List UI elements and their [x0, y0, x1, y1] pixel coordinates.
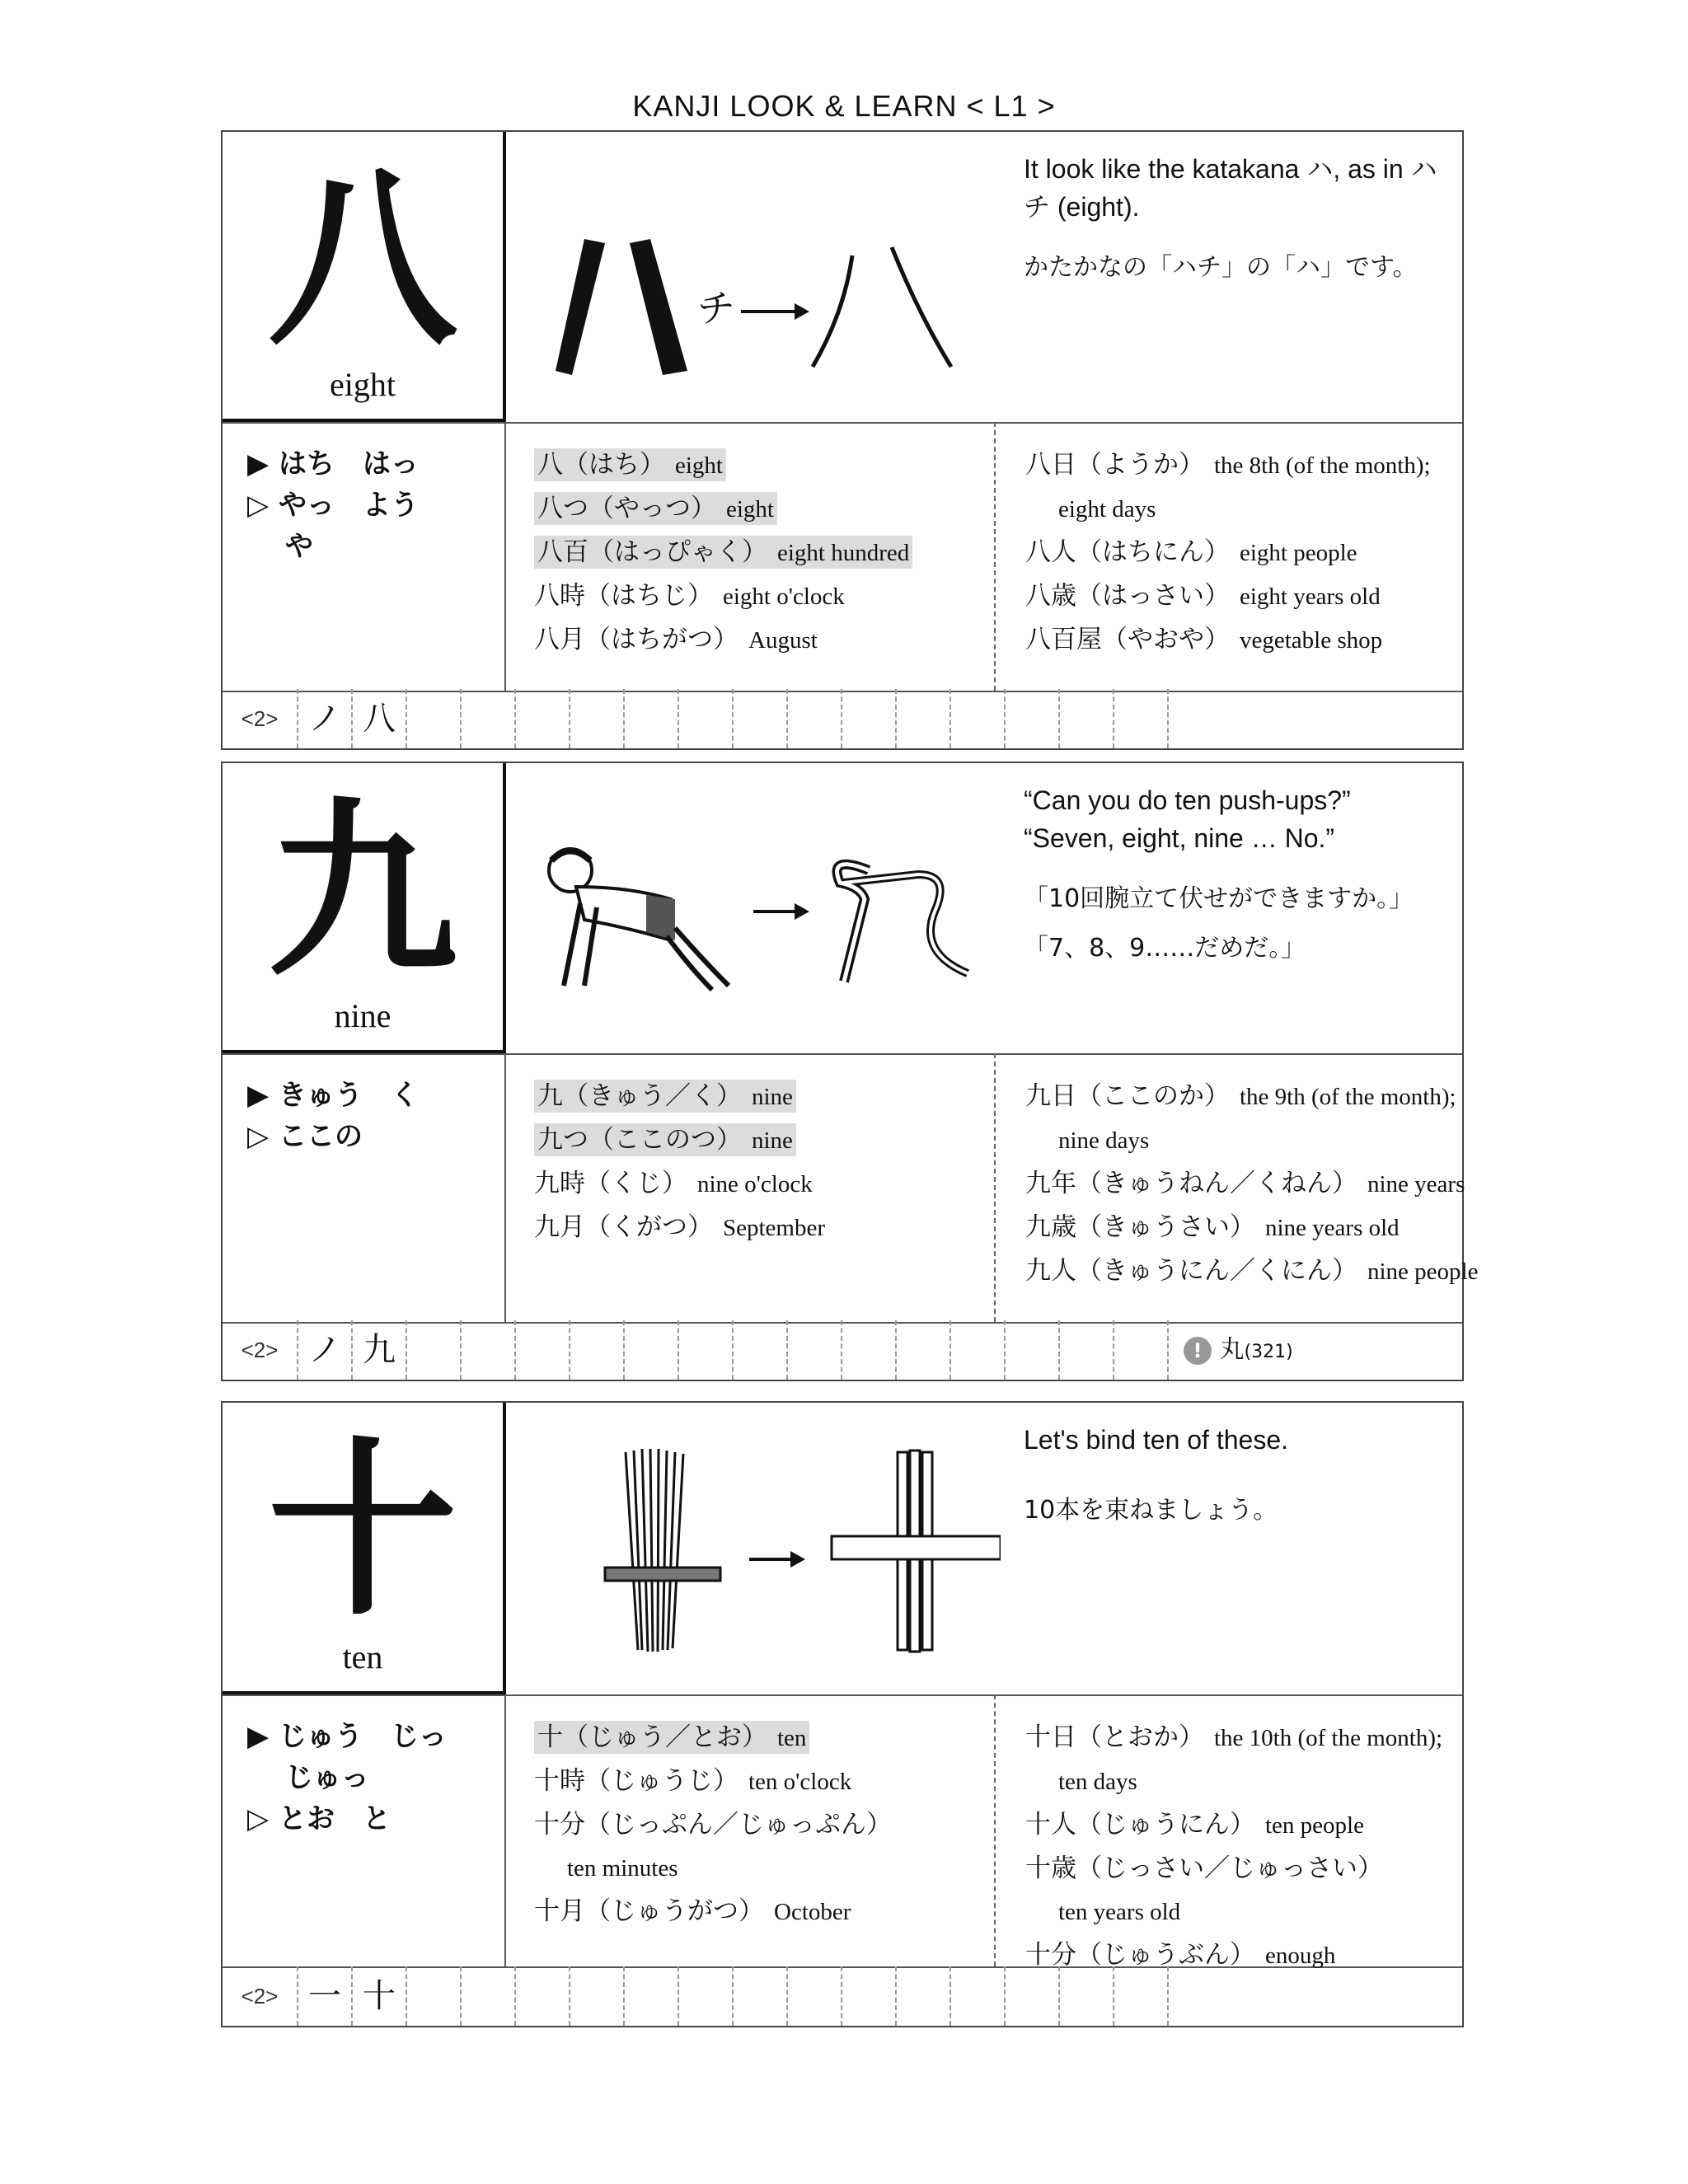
- vocab-word: 九時（くじ）: [534, 1169, 687, 1198]
- vocab-entry: [534, 1766, 851, 1796]
- vocab-item: [1025, 1847, 1462, 1890]
- stroke-cell-empty: [788, 689, 842, 748]
- stroke-step: 十: [353, 1966, 407, 2026]
- readings-column: [223, 1694, 506, 1966]
- vocab-entry: [1058, 1766, 1137, 1796]
- vocab-item: [534, 531, 994, 574]
- vocab-word: 十人（じゅうにん）: [1025, 1810, 1255, 1840]
- vocab-entry: [1058, 494, 1156, 523]
- stroke-step: 一: [298, 1966, 353, 2026]
- vocab-item: [1025, 487, 1462, 531]
- stroke-step: ノ: [298, 689, 353, 748]
- reading-line: や: [247, 530, 313, 563]
- vocab-word: 九月（くがつ）: [534, 1212, 713, 1242]
- vocab-item: [534, 1075, 994, 1118]
- explanation-english: It look like the katakana ハ, as in ハチ (eight).: [1024, 154, 1437, 222]
- vocab-word: 十（じゅう／とお）: [537, 1722, 767, 1752]
- mnemonic-explanation: [1024, 1421, 1446, 1530]
- explanation-english: Let's bind ten of these.: [1024, 1425, 1288, 1455]
- vocab-item: [1025, 1162, 1465, 1206]
- vocab-item: [534, 1803, 994, 1846]
- vocab-right-column: [997, 422, 1462, 691]
- page-title: KANJI LOOK & LEARN < L1 >: [632, 89, 1056, 123]
- stroke-cell-empty: [951, 1320, 1006, 1380]
- stroke-cell-empty: [951, 1966, 1006, 2026]
- vocab-meaning: vegetable shop: [1240, 627, 1383, 654]
- vocab-meaning: nine: [752, 1084, 793, 1110]
- vocab-item: [534, 1846, 994, 1890]
- vocab-word: 十月（じゅうがつ）: [534, 1896, 764, 1926]
- vocab-word: 八つ（やっつ）: [537, 494, 716, 523]
- vocab-word: 八百屋（やおや）: [1025, 625, 1230, 654]
- reading-line: ▷ とお と: [247, 1802, 391, 1835]
- vocab-item: [534, 574, 994, 618]
- readings-column: [223, 422, 506, 691]
- vocab-word: 八時（はちじ）: [534, 581, 713, 611]
- vocab-meaning: eight people: [1240, 540, 1357, 566]
- stroke-cell-empty: [1060, 1320, 1114, 1380]
- vocab-item: [1025, 1249, 1479, 1293]
- stroke-cell-empty: [1006, 1966, 1060, 2026]
- vocab-meaning: ten: [777, 1725, 807, 1751]
- stroke-cell-empty: [679, 689, 734, 748]
- vocab-entry: [1025, 1212, 1400, 1242]
- reading-line: ▷ ここの: [247, 1120, 363, 1153]
- vocab-entry: [1025, 1169, 1465, 1198]
- vocab-word: 九年（きゅうねん／くねん）: [1025, 1169, 1357, 1198]
- vocab-entry: [1025, 1081, 1456, 1111]
- vocab-item: [1025, 1075, 1462, 1118]
- kanji-character: 九: [267, 780, 457, 1002]
- stroke-cell-empty: [570, 1966, 625, 2026]
- vocab-meaning: nine years: [1367, 1171, 1465, 1197]
- vocab-item: [534, 443, 994, 487]
- readings-vocab-row: [223, 1694, 1462, 1968]
- stroke-cell-empty: [897, 1966, 951, 2026]
- vocab-entry: [1025, 625, 1382, 654]
- reading-line: ▶ じゅう じっ: [247, 1720, 447, 1753]
- kanji-box: [223, 763, 506, 1053]
- reading-line: ▷ やっ よう: [247, 489, 419, 522]
- vocab-meaning: nine years old: [1265, 1215, 1400, 1241]
- stroke-cell-empty: [516, 689, 570, 748]
- vocab-entry: [1025, 1810, 1364, 1840]
- stroke-cell-empty: [625, 689, 679, 748]
- vocab-item: [534, 1760, 994, 1803]
- vocab-entry: [567, 1853, 678, 1882]
- vocab-item: [534, 618, 994, 662]
- vocab-entry: [1058, 1896, 1180, 1926]
- stroke-cell-empty: [788, 1320, 842, 1380]
- stroke-cell-empty: [1114, 1320, 1169, 1380]
- kanji-box: [223, 132, 506, 422]
- stroke-cell-empty: [516, 1320, 570, 1380]
- vocab-left-column: [506, 422, 996, 691]
- vocab-entry: [534, 1080, 796, 1113]
- vocab-entry: [1025, 1854, 1383, 1883]
- kanji-entry-nine: [221, 762, 1479, 1381]
- stroke-cell-empty: [407, 1966, 462, 2026]
- reading-line: ▶ はち はっ: [247, 448, 419, 480]
- mnemonic-illustration: [506, 1403, 1001, 1693]
- stroke-cell-empty: [734, 1966, 788, 2026]
- exclamation-icon: !: [1184, 1337, 1212, 1365]
- vocab-word: 十日（とおか）: [1025, 1722, 1204, 1752]
- vocab-meaning: ten minutes: [567, 1855, 678, 1882]
- vocab-entry: [1025, 1940, 1335, 1970]
- stroke-order-row: [223, 1320, 1462, 1380]
- vocab-word: 十分（じゅうぶん）: [1025, 1940, 1255, 1970]
- stroke-cell-empty: [516, 1966, 570, 2026]
- vocab-entry: [534, 536, 912, 569]
- vocab-meaning: eight: [675, 452, 723, 479]
- vocab-meaning: eight days: [1058, 496, 1156, 523]
- vocab-entry: [534, 1896, 851, 1926]
- vocab-right-column: [997, 1053, 1479, 1322]
- reading-line: ▶ きゅう く: [247, 1079, 419, 1112]
- vocab-item: [534, 1890, 994, 1933]
- explanation-japanese: 10本を束ねましょう。: [1024, 1496, 1278, 1525]
- stroke-cell-empty: [625, 1320, 679, 1380]
- kanji-meaning: eight: [330, 366, 396, 403]
- mnemonic-explanation: [1024, 150, 1446, 287]
- vocab-meaning: nine o'clock: [697, 1171, 813, 1197]
- stroke-order-row: [223, 1966, 1462, 2026]
- stroke-cell-empty: [788, 1966, 842, 2026]
- vocab-word: 八（はち）: [537, 450, 665, 480]
- vocab-meaning: ten days: [1058, 1769, 1137, 1795]
- explanation-japanese: 「10回腕立て伏せができますか。」: [1024, 884, 1414, 913]
- vocab-item: [1025, 618, 1462, 662]
- vocab-entry: [534, 1212, 825, 1242]
- vocab-entry: [534, 492, 777, 525]
- readings-vocab-row: [223, 1053, 1479, 1324]
- vocab-word: 八人（はちにん）: [1025, 537, 1230, 567]
- stroke-cell-empty: [897, 1320, 951, 1380]
- mnemonic-illustration: [506, 763, 1001, 1052]
- vocab-entry: [534, 448, 726, 481]
- vocab-meaning: ten o'clock: [748, 1769, 852, 1795]
- reading-line: じゅっ: [247, 1761, 369, 1794]
- vocab-word: 九（きゅう／く）: [537, 1081, 742, 1111]
- vocab-meaning: eight hundred: [777, 540, 910, 566]
- stroke-count: <2>: [223, 1320, 298, 1380]
- mnemonic-illustration: [506, 132, 1001, 420]
- vocab-item: [1025, 1760, 1462, 1803]
- readings-column: [223, 1053, 506, 1322]
- vocab-entry: [1025, 1722, 1442, 1752]
- related-kanji: 丸: [1212, 1335, 1245, 1364]
- stroke-cell-empty: [462, 689, 516, 748]
- vocab-meaning: the 9th (of the month);: [1240, 1084, 1456, 1110]
- stroke-cell-empty: [1114, 1966, 1169, 2026]
- stroke-count: <2>: [223, 689, 298, 748]
- vocab-item: [534, 1206, 994, 1249]
- kanji-entry-ten: [221, 1401, 1464, 2027]
- vocab-entry: [534, 581, 845, 611]
- stroke-cell-empty: [734, 1320, 788, 1380]
- katakana-chi: チ: [697, 286, 735, 330]
- vocab-meaning: eight years old: [1240, 583, 1381, 610]
- stroke-step: 八: [353, 689, 407, 748]
- vocab-item: [534, 1118, 994, 1162]
- related-kanji-ref: (321): [1244, 1342, 1293, 1362]
- vocab-word: 十時（じゅうじ）: [534, 1766, 738, 1796]
- entry-top-row: [223, 1403, 1462, 1696]
- vocab-entry: [534, 1721, 809, 1754]
- vocab-meaning: nine: [752, 1127, 793, 1154]
- stroke-cell-empty: [734, 689, 788, 748]
- vocab-word: 八百（はっぴゃく）: [537, 537, 767, 567]
- vocab-entry: [534, 1169, 813, 1198]
- kanji-box: [223, 1403, 506, 1694]
- stroke-cell-empty: [679, 1966, 734, 2026]
- vocab-item: [534, 1716, 994, 1760]
- vocab-entry: [534, 625, 818, 654]
- stroke-cell-empty: [407, 689, 462, 748]
- vocab-word: 九歳（きゅうさい）: [1025, 1212, 1255, 1242]
- vocab-item: [1025, 443, 1462, 487]
- vocab-word: 八歳（はっさい）: [1025, 581, 1230, 611]
- stroke-count: <2>: [223, 1966, 298, 2026]
- mnemonic-explanation: [1024, 781, 1446, 968]
- vocab-word: 九日（ここのか）: [1025, 1081, 1230, 1111]
- stroke-cell-empty: [462, 1320, 516, 1380]
- vocab-meaning: eight o'clock: [723, 583, 845, 610]
- vocab-entry: [1025, 450, 1431, 480]
- explanation-english: “Can you do ten push-ups?” “Seven, eight, nine … No.”: [1024, 785, 1351, 853]
- vocab-meaning: October: [774, 1899, 851, 1925]
- stroke-step: 九: [353, 1320, 407, 1380]
- entry-top-row: [223, 132, 1462, 424]
- vocab-word: 十歳（じっさい／じゅっさい）: [1025, 1854, 1383, 1883]
- vocab-word: 十分（じっぷん／じゅっぷん）: [534, 1810, 892, 1840]
- vocab-left-column: [506, 1694, 996, 1966]
- vocab-item: [1025, 1118, 1462, 1162]
- vocab-item: [1025, 1803, 1462, 1847]
- vocab-item: [1025, 531, 1462, 574]
- stroke-order-row: [223, 689, 1462, 748]
- explanation-japanese-2: 「7、8、9……だめだ。」: [1024, 934, 1306, 963]
- stroke-step: ノ: [298, 1320, 353, 1380]
- stroke-cell-empty: [570, 689, 625, 748]
- vocab-meaning: August: [748, 627, 818, 654]
- vocab-entry: [534, 1123, 796, 1156]
- entry-top-row: [223, 763, 1462, 1055]
- stroke-cell-empty: [842, 689, 897, 748]
- stroke-cell-empty: [1006, 1320, 1060, 1380]
- stroke-cell-empty: [462, 1966, 516, 2026]
- vocab-word: 八日（ようか）: [1025, 450, 1204, 480]
- stroke-cell-empty: [570, 1320, 625, 1380]
- vocab-meaning: September: [723, 1215, 826, 1241]
- vocab-word: 九つ（ここのつ）: [537, 1125, 742, 1155]
- stroke-cell-empty: [679, 1320, 734, 1380]
- vocab-entry: [1025, 537, 1357, 567]
- vocab-item: [1025, 1890, 1462, 1933]
- vocab-right-column: [997, 1694, 1462, 1970]
- vocab-entry: [1025, 581, 1381, 611]
- vocab-meaning: the 8th (of the month);: [1214, 452, 1431, 479]
- vocab-meaning: ten years old: [1058, 1899, 1181, 1925]
- kanji-character: 十: [267, 1419, 457, 1642]
- vocab-item: [534, 487, 994, 531]
- vocab-word: 九人（きゅうにん／くにん）: [1025, 1256, 1357, 1286]
- vocab-meaning: nine people: [1367, 1258, 1479, 1285]
- vocab-meaning: the 10th (of the month);: [1214, 1725, 1443, 1751]
- stroke-cell-empty: [1114, 689, 1169, 748]
- vocab-left-column: [506, 1053, 996, 1322]
- readings-vocab-row: [223, 422, 1462, 692]
- stroke-cell-empty: [897, 689, 951, 748]
- explanation-japanese: かたかなの「ハチ」の「ハ」です。: [1024, 253, 1418, 282]
- stroke-cell-empty: [625, 1966, 679, 2026]
- vocab-entry: [1025, 1256, 1478, 1286]
- vocab-entry: [534, 1810, 892, 1840]
- stroke-cell-empty: [842, 1966, 897, 2026]
- vocab-meaning: ten people: [1265, 1812, 1364, 1839]
- vocab-item: [534, 1162, 994, 1206]
- vocab-item: [1025, 1206, 1462, 1249]
- stroke-cell-empty: [951, 689, 1006, 748]
- stroke-cell-empty: [842, 1320, 897, 1380]
- kanji-character: 八: [267, 148, 457, 371]
- kanji-entry-eight: [221, 130, 1464, 750]
- stroke-cell-empty: [1006, 689, 1060, 748]
- kanji-meaning: ten: [342, 1638, 383, 1675]
- stroke-cell-empty: [1060, 689, 1114, 748]
- vocab-word: 八月（はちがつ）: [534, 625, 738, 654]
- stroke-cell-empty: [407, 1320, 462, 1380]
- vocab-meaning: nine days: [1058, 1127, 1150, 1154]
- kanji-meaning: nine: [334, 997, 392, 1034]
- vocab-entry: [1058, 1125, 1149, 1155]
- vocab-meaning: enough: [1265, 1943, 1336, 1969]
- vocab-item: [1025, 1716, 1462, 1760]
- vocab-meaning: eight: [726, 496, 774, 523]
- stroke-cell-empty: [1060, 1966, 1114, 2026]
- related-kanji-note: [1184, 1320, 1293, 1380]
- vocab-item: [1025, 574, 1462, 618]
